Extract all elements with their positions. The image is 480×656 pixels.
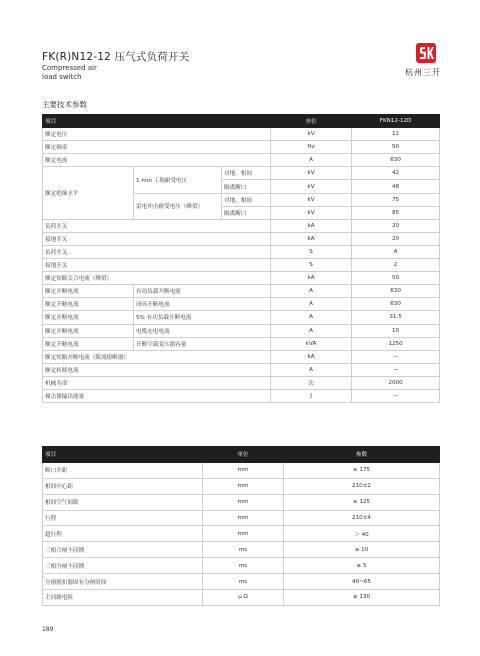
table-row: 相间中心距 mm 210±2 <box>43 478 440 494</box>
table-row: 额定开断电流 电缆充电电流 A 10 <box>43 324 440 337</box>
technical-parameters-table <box>42 114 440 403</box>
header-fkn: FKN12-12D <box>352 115 440 128</box>
table-row: 超行程 mm ＞ 40 <box>43 526 440 542</box>
table-row: 额定开断电流 开断空载变压器容量 kVA 1250 <box>43 337 440 350</box>
table-row: 额定电压 kV 12 <box>43 128 440 141</box>
english-subtitle <box>42 64 97 81</box>
table-row: 额定转移电流 A − <box>43 363 440 376</box>
table-row: 额定绝缘水平 1 min 工频耐受电压 对地、相间 kV 42 <box>43 167 440 180</box>
insulation-level-label: 额定绝缘水平 <box>43 167 134 219</box>
table-row: 额定短路关合电流（峰值） kA 50 <box>43 272 440 285</box>
table-row: 接地开关 S 2 <box>43 259 440 272</box>
section-title: 主要技术参数 <box>42 100 87 109</box>
mechanical-parameters-table <box>42 446 440 606</box>
table-row: 断口开距 mm ≥ 175 <box>43 462 440 478</box>
table-row: 三相分闸不同期 ms ≤ 5 <box>43 558 440 574</box>
table-row: 额定开断电流 有功负载开断电流 A 630 <box>43 285 440 298</box>
header-item: 项目 <box>43 115 271 128</box>
page-title: FK(R)N12-12 压气式负荷开关 <box>42 51 190 63</box>
table-header-row <box>43 447 440 463</box>
table-row: 额定开断电流 闭环开断电流 A 630 <box>43 298 440 311</box>
header-value: 参数 <box>284 447 440 463</box>
table-row: 额定频率 Hz 50 <box>43 141 440 154</box>
table-row: 机械寿命 次 2000 <box>43 376 440 389</box>
company-name: 杭州三开 <box>405 68 441 77</box>
page-number: 189 <box>42 626 54 633</box>
table-row: 负荷开关 S 4 <box>43 245 440 258</box>
table-row: 接地开关 kA 20 <box>43 232 440 245</box>
table-row: 行程 mm 210±4 <box>43 510 440 526</box>
header-unit: 单位 <box>271 115 352 128</box>
header-unit: 单位 <box>203 447 284 463</box>
table-row: 负荷开关 kA 20 <box>43 219 440 232</box>
table-row: 分励脱扣器固有分闸时间 ms 40~65 <box>43 574 440 590</box>
subtitle-line-1: Compressed air <box>42 64 97 72</box>
table-row: 雷电冲击耐受电压（峰值） 对地、相间 kV 75 <box>43 193 440 206</box>
table-row: 撞击器输出能量 J − <box>43 389 440 402</box>
lightning-impulse-label: 雷电冲击耐受电压（峰值） <box>134 193 222 219</box>
header-item: 项目 <box>43 447 203 463</box>
table-row: 隔离断口 kV 48 <box>43 180 440 193</box>
company-logo-icon <box>416 43 436 63</box>
table-row: 额定开断电流 5% 有功负载开断电流 A 31.5 <box>43 311 440 324</box>
table-header-row <box>43 115 440 128</box>
power-frequency-label: 1 min 工频耐受电压 <box>134 167 222 193</box>
table-row: 额定短路开断电流（限流熔断器） kA − <box>43 350 440 363</box>
table-row: 额定电流 A 630 <box>43 154 440 167</box>
subtitle-line-2: load switch <box>42 72 82 81</box>
table-row: 主回路电阻 μ Ω ≤ 130 <box>43 590 440 606</box>
table-row: 相间空气间隙 mm ≥ 125 <box>43 494 440 510</box>
table-row: 隔离断口 kV 85 <box>43 206 440 219</box>
table-row: 三相合闸不同期 ms ≤ 10 <box>43 542 440 558</box>
